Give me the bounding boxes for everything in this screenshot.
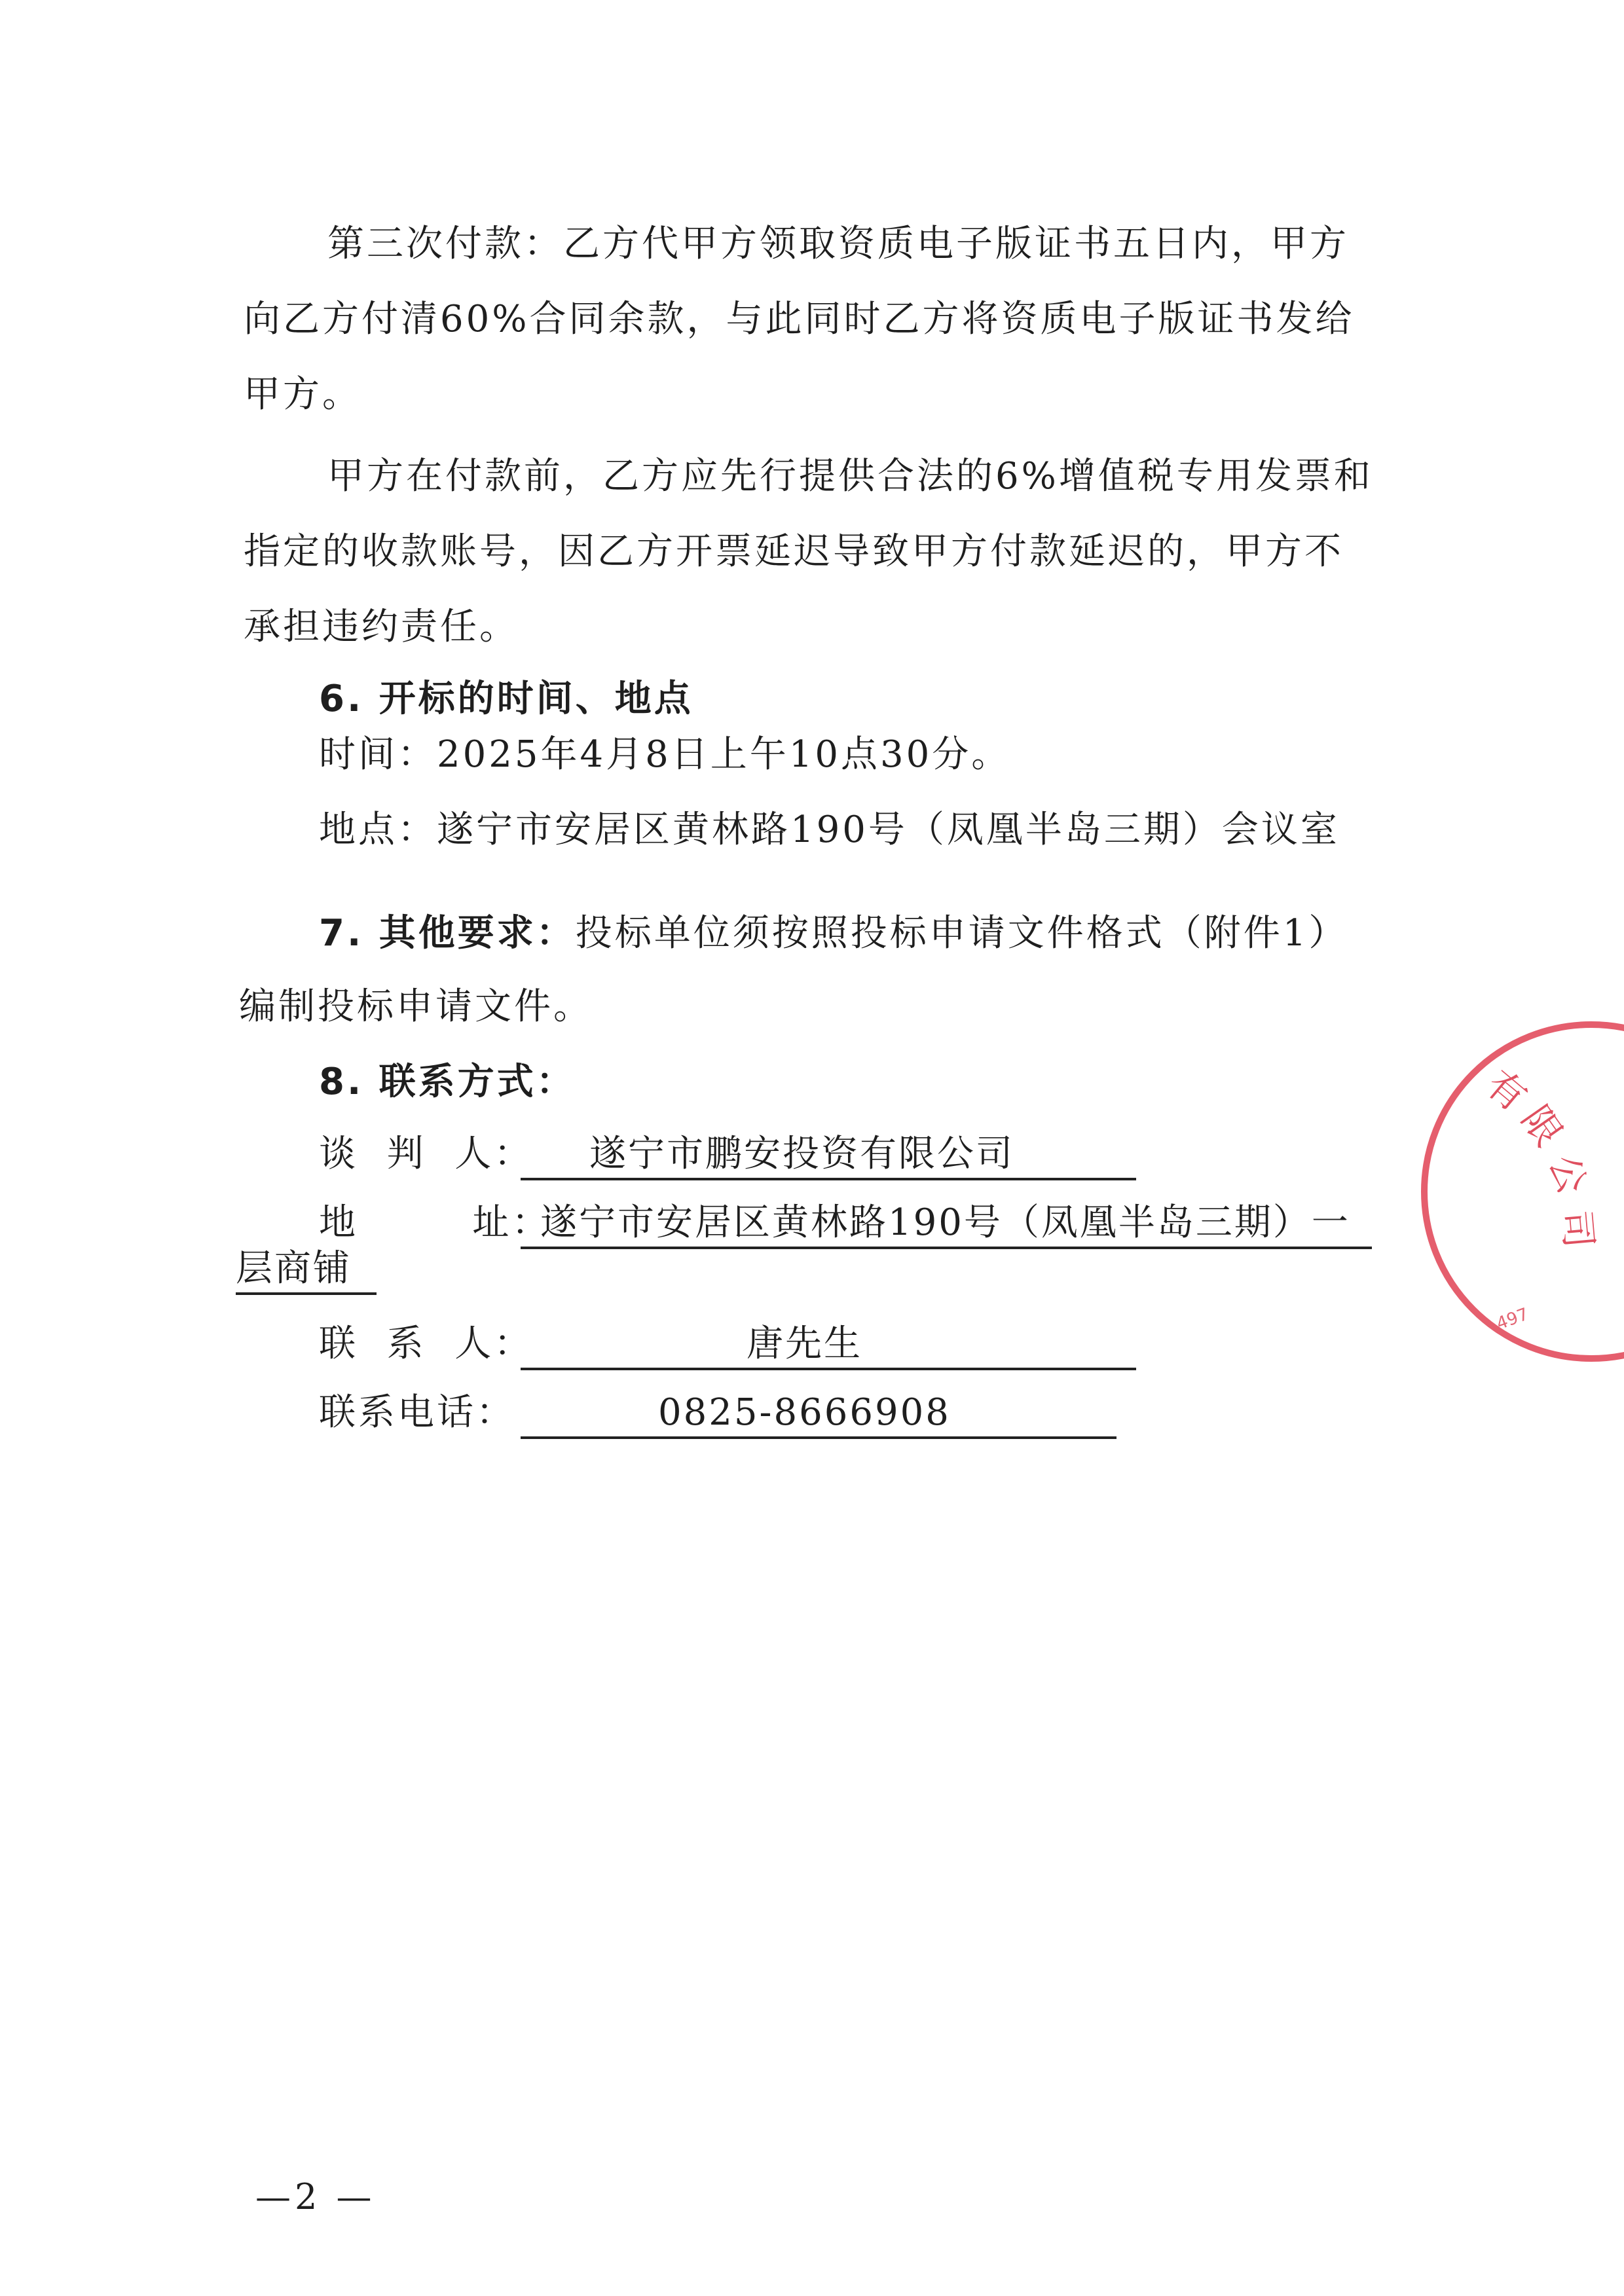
contact-value: 唐先生 [747,1322,862,1365]
payment-third-line1: 第三次付款：乙方代甲方领取资质电子版证书五日内，甲方 [327,223,1349,265]
seal-char-3: 公 [1540,1148,1596,1200]
negotiator-value: 遂宁市鹏安投资有限公司 [589,1133,1014,1175]
invoice-line3: 承担违约责任。 [244,606,519,648]
phone-value: 0825-8666908 [658,1391,951,1434]
section7-text: 投标单位须按照投标申请文件格式（附件1） [575,912,1348,955]
section6-place: 地点：遂宁市安居区黄林路190号（凤凰半岛三期）会议室 [319,809,1340,851]
seal-char-1: 有 [1477,1061,1536,1120]
address-label: 地 址： [319,1201,551,1244]
payment-third-line3: 甲方。 [244,373,361,416]
section6-time: 时间：2025年4月8日上午10点30分。 [319,733,1011,776]
section8-heading: 8. 联系方式： [319,1061,576,1103]
contact-label: 联 系 人： [319,1322,534,1365]
invoice-line1: 甲方在付款前，乙方应先行提供合法的6%增值税专用发票和 [327,455,1373,498]
address-value-line1: 遂宁市安居区黄林路190号（凤凰半岛三期）一 [540,1201,1350,1244]
negotiator-label: 谈 判 人： [319,1133,534,1175]
seal-code: 497 [1494,1304,1532,1334]
section7-line1 [319,910,1348,957]
page-number: —2 — [255,2176,376,2217]
address-value-line2: 层商铺 [236,1247,352,1290]
section7-line2: 编制投标申请文件。 [239,985,593,1028]
company-seal [1421,1021,1624,1362]
section6-heading: 6. 开标的时间、地点 [319,678,693,720]
invoice-line2: 指定的收款账号，因乙方开票延迟导致甲方付款延迟的，甲方不 [244,530,1344,573]
seal-char-2: 限 [1513,1097,1572,1155]
phone-label: 联系电话： [319,1391,515,1434]
payment-third-line2: 向乙方付清60%合同余款，与此同时乙方将资质电子版证书发给 [244,298,1355,340]
section7-heading: 7. 其他要求： [319,912,576,955]
seal-char-4: 司 [1553,1208,1602,1250]
